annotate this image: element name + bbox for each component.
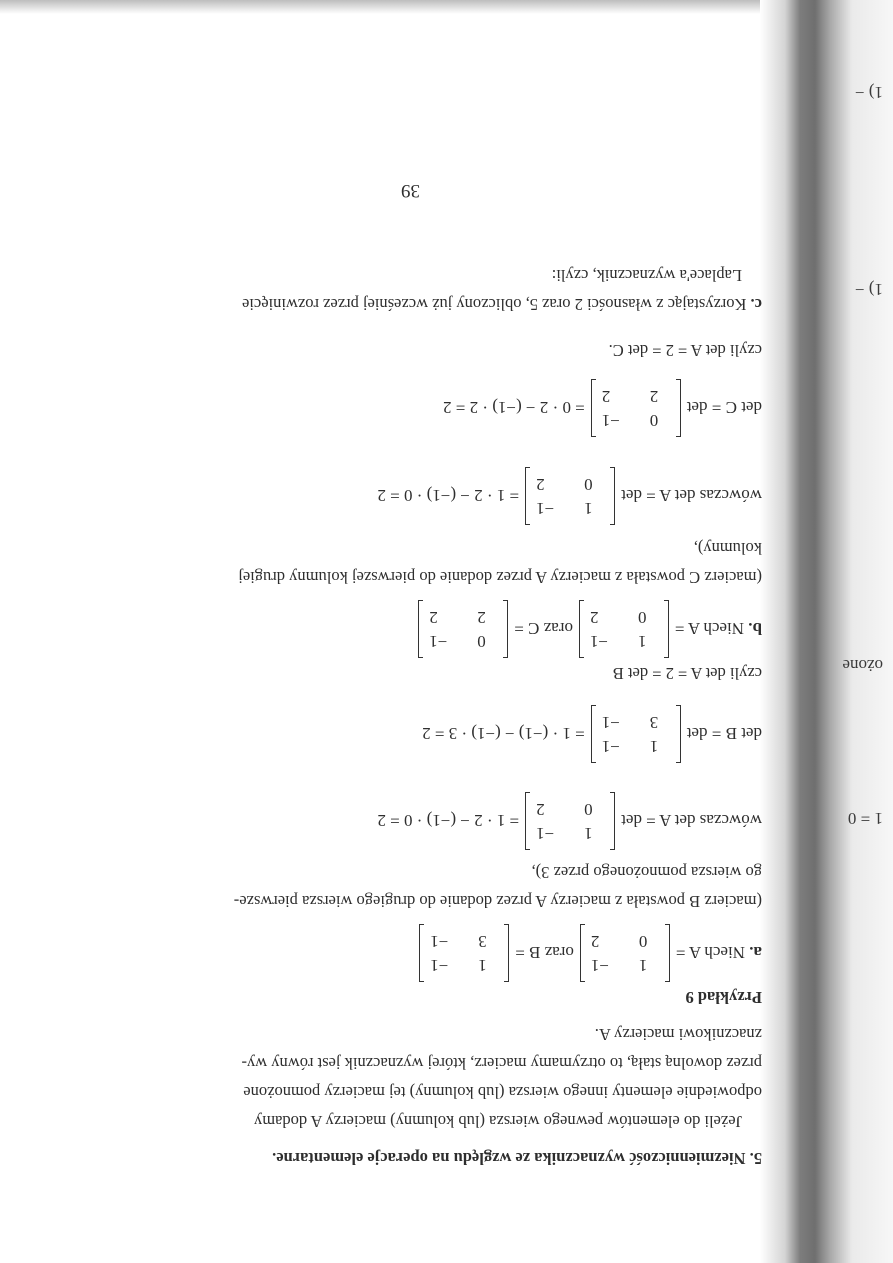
matrix-c <box>418 601 508 657</box>
matrix-cell: 2 <box>429 608 438 627</box>
part-c-line: Laplace'a wyznacznik, czyli: <box>551 266 742 285</box>
part-a-label: a. <box>749 943 762 963</box>
matrix-cell: −1 <box>601 410 620 430</box>
matrix-cell: 2 <box>536 475 545 494</box>
part-a-conj: oraz B = <box>515 943 574 963</box>
matrix-cell: −1 <box>536 498 555 518</box>
matrix-cell: 3 <box>649 713 659 732</box>
part-a-conclusion: czyli det A = 2 = det B <box>612 664 762 683</box>
matrix-cell: −1 <box>430 932 449 951</box>
matrix-cell: 3 <box>478 932 487 951</box>
matrix-cell: −1 <box>601 713 620 732</box>
matrix-cell: −1 <box>430 955 449 975</box>
det-lead: wówczas det A = det <box>621 486 762 506</box>
part-a-note-line: (macierz B powstała z macierzy A przez dodanie do drugiego wiersza pierwsze- <box>233 892 762 911</box>
det-c-matrix <box>591 380 681 436</box>
page-number: 39 <box>401 180 420 201</box>
neighbor-fragment: 1) − <box>855 83 883 102</box>
neighbor-fragment: 1) − <box>855 280 883 299</box>
det-result: = 1 · (−1) − (−1) · 3 = 2 <box>422 724 585 744</box>
matrix-a <box>580 925 670 981</box>
part-b-definition <box>412 597 762 661</box>
matrix-cell: 0 <box>584 800 593 819</box>
matrix-cell: 0 <box>637 608 647 627</box>
part-b-det-a <box>377 464 762 528</box>
matrix-cell: 1 <box>637 631 647 651</box>
matrix-cell: 2 <box>589 608 599 627</box>
matrix-cell: 0 <box>649 410 659 430</box>
matrix-cell: 1 <box>638 955 648 975</box>
part-b-conclusion: czyli det A = 2 = det C. <box>608 341 762 360</box>
matrix-cell: 0 <box>584 475 593 494</box>
part-a-definition <box>413 921 762 985</box>
part-a-note-line: go wiersza pomnożonego przez 3), <box>531 863 762 882</box>
matrix-cell: 0 <box>638 932 648 951</box>
matrix-cell: −1 <box>536 823 555 843</box>
part-c-line <box>242 296 762 313</box>
intro-line: odpowiednie elementy innego wiersza (lub kolumny) tej macierzy pomnożone <box>243 1083 762 1102</box>
part-c-label: c. <box>750 295 762 314</box>
matrix-cell: −1 <box>429 631 448 651</box>
matrix-cell: −1 <box>589 631 609 651</box>
section-heading <box>272 1150 762 1167</box>
intro-line: Jeżeli do elementów pewnego wiersza (lub kolumny) macierzy A dodamy <box>254 1112 742 1131</box>
det-result: = 0 · 2 − (−1) · 2 = 2 <box>443 398 585 418</box>
matrix-cell: 2 <box>649 387 659 406</box>
det-a-matrix <box>525 793 615 849</box>
matrix-cell: 2 <box>477 608 486 627</box>
matrix-b <box>419 925 509 981</box>
intro-line: przez dowolną stałą, to otrzymamy macierz, której wyznacznik jest równy wy- <box>241 1054 762 1073</box>
section-number: 5. <box>749 1149 762 1168</box>
section-title: Niezmienniczość wyznacznika ze względu na operacje elementarne. <box>272 1149 746 1168</box>
det-lead: wówczas det A = det <box>621 811 762 831</box>
matrix-cell: 1 <box>478 955 487 975</box>
part-b-det-c <box>443 376 762 440</box>
matrix-cell: −1 <box>590 955 609 975</box>
det-lead: det B = det <box>686 724 762 744</box>
part-a-det-a <box>377 789 762 853</box>
part-b-label: b. <box>748 619 762 639</box>
neighbor-fragment: 1 = 0 <box>847 809 883 828</box>
matrix-cell: 2 <box>601 387 611 406</box>
matrix-cell: 2 <box>536 800 545 819</box>
matrix-cell: 2 <box>590 932 600 951</box>
matrix-cell: 1 <box>584 823 593 843</box>
part-a-lead: Niech A = <box>675 943 745 963</box>
det-b-matrix <box>591 706 681 762</box>
matrix-a <box>579 601 669 657</box>
part-b-note-line: kolumny), <box>693 539 762 558</box>
part-b-conj: oraz C = <box>514 619 573 639</box>
det-result: = 1 · 2 − (−1) · 0 = 2 <box>377 811 520 831</box>
matrix-cell: 1 <box>649 736 659 756</box>
part-b-note-line: (macierz C powstała z macierzy A przez dodanie do pierwszej kolumny drugiej <box>238 568 762 587</box>
part-a-det-b <box>422 702 762 766</box>
example-heading: Przykład 9 <box>685 988 762 1007</box>
intro-line: znacznikowi macierzy A. <box>594 1025 762 1044</box>
neighbor-fragment: ożone <box>842 656 883 675</box>
det-result: = 1 · 2 − (−1) · 0 = 2 <box>377 486 520 506</box>
part-c-text: Korzystając z własności 2 oraz 5, obliczony już wcześniej przez rozwinięcie <box>242 295 747 314</box>
matrix-cell: −1 <box>601 736 620 756</box>
det-lead: det C = det <box>686 398 762 418</box>
part-b-lead: Niech A = <box>674 619 745 639</box>
matrix-cell: 1 <box>584 498 593 518</box>
det-a-matrix <box>525 468 615 524</box>
matrix-cell: 0 <box>477 631 486 651</box>
